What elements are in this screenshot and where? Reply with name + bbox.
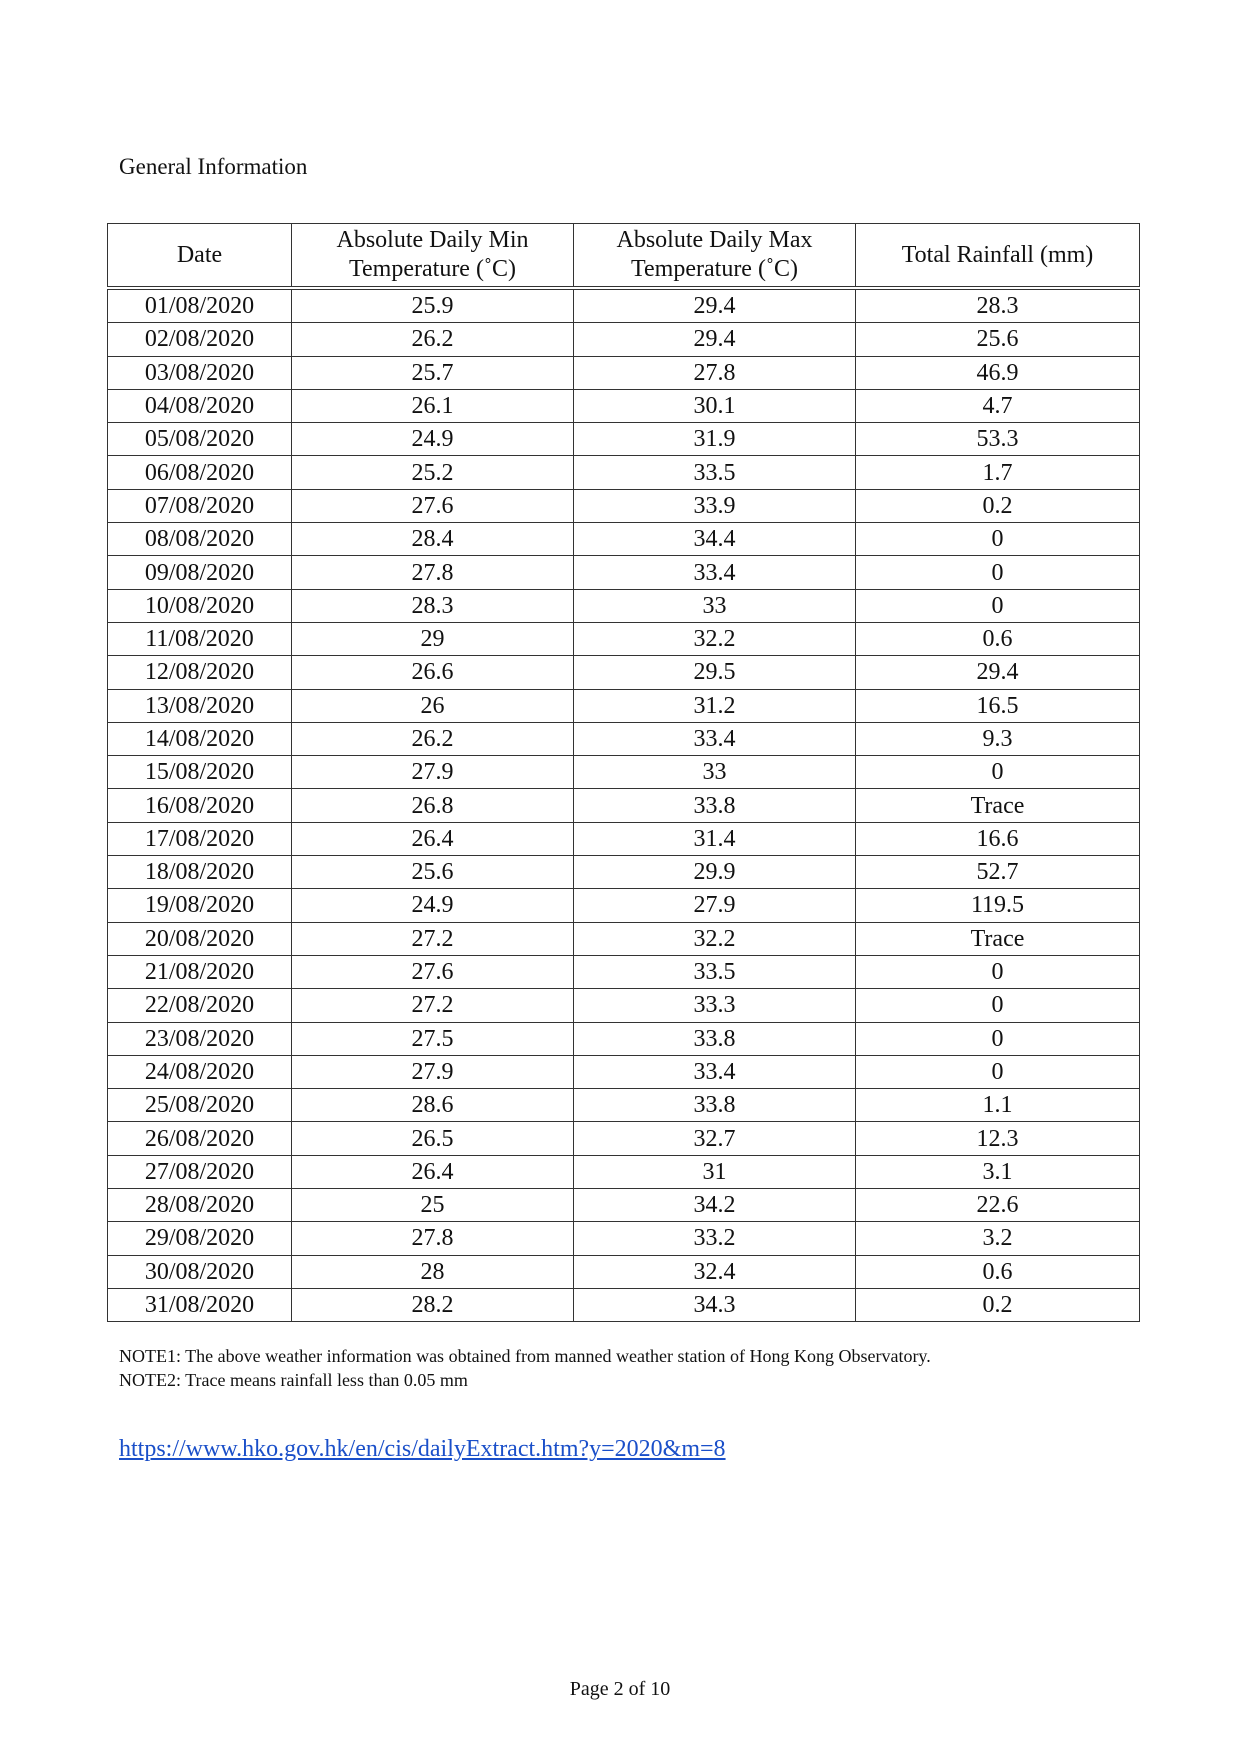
cell-total-rainfall: 4.7 [856,389,1140,422]
cell-total-rainfall: Trace [856,922,1140,955]
cell-total-rainfall: 16.5 [856,689,1140,722]
cell-min-temperature: 29 [292,622,574,655]
cell-min-temperature: 26.2 [292,323,574,356]
cell-max-temperature: 33 [574,589,856,622]
cell-max-temperature: 27.9 [574,889,856,922]
cell-date: 02/08/2020 [108,323,292,356]
cell-min-temperature: 27.5 [292,1022,574,1055]
table-row [108,1222,1140,1255]
cell-date: 21/08/2020 [108,955,292,988]
table-row [108,389,1140,422]
cell-total-rainfall: 0 [856,523,1140,556]
table-body [108,288,1140,1322]
table-row [108,622,1140,655]
cell-date: 26/08/2020 [108,1122,292,1155]
header-min-line1: Absolute Daily Min [336,227,529,253]
cell-max-temperature: 29.5 [574,656,856,689]
cell-total-rainfall: 0 [856,756,1140,789]
cell-date: 17/08/2020 [108,822,292,855]
cell-date: 04/08/2020 [108,389,292,422]
cell-max-temperature: 33.2 [574,1222,856,1255]
cell-min-temperature: 28.3 [292,589,574,622]
table-row [108,722,1140,755]
cell-max-temperature: 33.8 [574,1089,856,1122]
table-row [108,356,1140,389]
cell-total-rainfall: 25.6 [856,323,1140,356]
cell-max-temperature: 33.5 [574,955,856,988]
cell-max-temperature: 29.9 [574,856,856,889]
cell-max-temperature: 33.4 [574,1055,856,1088]
table-row [108,822,1140,855]
source-link[interactable]: https://www.hko.gov.hk/en/cis/dailyExtract.htm?y=2020&m=8 [119,1436,726,1462]
cell-min-temperature: 25.9 [292,288,574,323]
cell-min-temperature: 27.8 [292,1222,574,1255]
cell-max-temperature: 33.8 [574,789,856,822]
cell-min-temperature: 25.6 [292,856,574,889]
cell-max-temperature: 31.9 [574,423,856,456]
table-row [108,1255,1140,1288]
cell-date: 01/08/2020 [108,288,292,323]
cell-date: 29/08/2020 [108,1222,292,1255]
cell-total-rainfall: 0.6 [856,622,1140,655]
cell-total-rainfall: 0 [856,1022,1140,1055]
header-max-line2: Temperature (˚C) [631,256,798,282]
cell-date: 15/08/2020 [108,756,292,789]
cell-min-temperature: 25.2 [292,456,574,489]
cell-min-temperature: 27.2 [292,922,574,955]
page-number: Page 2 of 10 [569,1678,671,1700]
page-heading: General Information [119,154,308,179]
cell-date: 12/08/2020 [108,656,292,689]
cell-min-temperature: 27.8 [292,556,574,589]
cell-date: 30/08/2020 [108,1255,292,1288]
cell-min-temperature: 27.2 [292,989,574,1022]
table-row [108,656,1140,689]
cell-max-temperature: 32.7 [574,1122,856,1155]
cell-date: 13/08/2020 [108,689,292,722]
table-row [108,889,1140,922]
cell-date: 03/08/2020 [108,356,292,389]
cell-min-temperature: 27.9 [292,1055,574,1088]
table-row [108,689,1140,722]
table-row [108,756,1140,789]
cell-date: 28/08/2020 [108,1189,292,1222]
table-row [108,489,1140,522]
cell-date: 22/08/2020 [108,989,292,1022]
cell-total-rainfall: 0.6 [856,1255,1140,1288]
cell-min-temperature: 25.7 [292,356,574,389]
table-row [108,789,1140,822]
cell-date: 23/08/2020 [108,1022,292,1055]
table-row [108,423,1140,456]
cell-date: 18/08/2020 [108,856,292,889]
cell-total-rainfall: 0 [856,955,1140,988]
table-row [108,1122,1140,1155]
cell-max-temperature: 32.2 [574,922,856,955]
cell-max-temperature: 33.3 [574,989,856,1022]
cell-total-rainfall: 3.2 [856,1222,1140,1255]
cell-min-temperature: 24.9 [292,423,574,456]
cell-total-rainfall: 0 [856,556,1140,589]
table-row [108,1022,1140,1055]
cell-total-rainfall: 1.7 [856,456,1140,489]
note-2: NOTE2: Trace means rainfall less than 0.05 mm [119,1370,468,1390]
notes [119,1344,931,1392]
table-row [108,1189,1140,1222]
header-min-temperature [292,224,574,289]
cell-date: 07/08/2020 [108,489,292,522]
cell-min-temperature: 27.6 [292,489,574,522]
cell-min-temperature: 25 [292,1189,574,1222]
cell-max-temperature: 33.8 [574,1022,856,1055]
cell-total-rainfall: 0.2 [856,489,1140,522]
cell-max-temperature: 31 [574,1155,856,1188]
cell-min-temperature: 26.1 [292,389,574,422]
cell-date: 31/08/2020 [108,1288,292,1321]
cell-date: 10/08/2020 [108,589,292,622]
cell-total-rainfall: 52.7 [856,856,1140,889]
cell-min-temperature: 27.6 [292,955,574,988]
cell-date: 05/08/2020 [108,423,292,456]
table-row [108,323,1140,356]
cell-total-rainfall: 29.4 [856,656,1140,689]
cell-max-temperature: 33.4 [574,722,856,755]
header-min-line2: Temperature (˚C) [349,256,516,282]
cell-min-temperature: 28.4 [292,523,574,556]
cell-total-rainfall: 46.9 [856,356,1140,389]
cell-min-temperature: 27.9 [292,756,574,789]
cell-max-temperature: 34.3 [574,1288,856,1321]
cell-max-temperature: 31.2 [574,689,856,722]
header-max-temperature [574,224,856,289]
cell-date: 27/08/2020 [108,1155,292,1188]
cell-min-temperature: 24.9 [292,889,574,922]
cell-date: 16/08/2020 [108,789,292,822]
table-row [108,589,1140,622]
table-row [108,523,1140,556]
cell-max-temperature: 32.2 [574,622,856,655]
cell-max-temperature: 29.4 [574,323,856,356]
cell-max-temperature: 33.9 [574,489,856,522]
table-row [108,856,1140,889]
cell-date: 20/08/2020 [108,922,292,955]
cell-min-temperature: 26.8 [292,789,574,822]
cell-total-rainfall: 9.3 [856,722,1140,755]
cell-total-rainfall: 16.6 [856,822,1140,855]
cell-min-temperature: 26 [292,689,574,722]
cell-min-temperature: 26.4 [292,822,574,855]
weather-table [107,223,1140,1322]
header-max-line1: Absolute Daily Max [616,227,813,253]
cell-max-temperature: 31.4 [574,822,856,855]
cell-min-temperature: 26.2 [292,722,574,755]
cell-date: 19/08/2020 [108,889,292,922]
cell-total-rainfall: Trace [856,789,1140,822]
table-row [108,456,1140,489]
cell-total-rainfall: 22.6 [856,1189,1140,1222]
cell-date: 08/08/2020 [108,523,292,556]
cell-total-rainfall: 12.3 [856,1122,1140,1155]
cell-min-temperature: 28.2 [292,1288,574,1321]
cell-date: 06/08/2020 [108,456,292,489]
cell-max-temperature: 34.4 [574,523,856,556]
cell-max-temperature: 32.4 [574,1255,856,1288]
cell-max-temperature: 29.4 [574,288,856,323]
cell-max-temperature: 34.2 [574,1189,856,1222]
note-1: NOTE1: The above weather information was obtained from manned weather station of Hong Kong Observatory. [119,1346,931,1366]
cell-total-rainfall: 53.3 [856,423,1140,456]
table-row [108,1089,1140,1122]
header-date: Date [108,224,292,289]
cell-total-rainfall: 0 [856,989,1140,1022]
table-row [108,955,1140,988]
cell-min-temperature: 28.6 [292,1089,574,1122]
cell-max-temperature: 33.4 [574,556,856,589]
cell-total-rainfall: 0 [856,1055,1140,1088]
header-total-rainfall: Total Rainfall (mm) [856,224,1140,289]
cell-max-temperature: 30.1 [574,389,856,422]
cell-min-temperature: 26.6 [292,656,574,689]
table-row [108,989,1140,1022]
cell-date: 25/08/2020 [108,1089,292,1122]
table-row [108,1055,1140,1088]
cell-date: 24/08/2020 [108,1055,292,1088]
cell-total-rainfall: 119.5 [856,889,1140,922]
table-row [108,556,1140,589]
cell-min-temperature: 28 [292,1255,574,1288]
table-row [108,288,1140,323]
cell-max-temperature: 33.5 [574,456,856,489]
table-row [108,1288,1140,1321]
cell-total-rainfall: 0 [856,589,1140,622]
table-header-row [108,224,1140,289]
cell-total-rainfall: 28.3 [856,288,1140,323]
cell-min-temperature: 26.5 [292,1122,574,1155]
cell-date: 14/08/2020 [108,722,292,755]
cell-date: 09/08/2020 [108,556,292,589]
cell-max-temperature: 27.8 [574,356,856,389]
cell-max-temperature: 33 [574,756,856,789]
table-row [108,922,1140,955]
cell-total-rainfall: 1.1 [856,1089,1140,1122]
cell-total-rainfall: 0.2 [856,1288,1140,1321]
cell-total-rainfall: 3.1 [856,1155,1140,1188]
cell-date: 11/08/2020 [108,622,292,655]
table-row [108,1155,1140,1188]
cell-min-temperature: 26.4 [292,1155,574,1188]
